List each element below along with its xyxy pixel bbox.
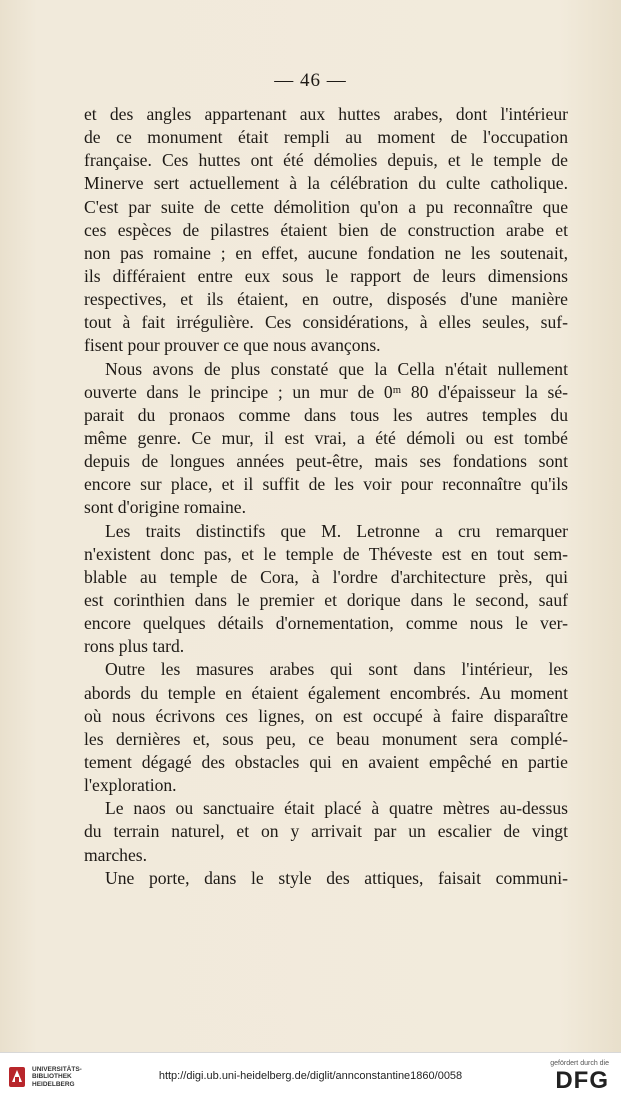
text-line: ouverte dans le principe ; un mur de 0ᵐ 80 d'épaisseur la sé- xyxy=(84,381,568,402)
text-line: et des angles appartenant aux huttes arabes, dont l'intérieur xyxy=(84,104,568,124)
text-line: où nous écrivons ces lignes, on est occupé à faire disparaître xyxy=(84,705,568,726)
text-line: est corinthien dans le premier et dorique dans le second, sauf xyxy=(84,589,568,610)
text-line: Nous avons de plus constaté que la Cella n'était nullement xyxy=(105,358,568,379)
text-line: depuis de longues années peut-être, mais ses fondations sont xyxy=(84,451,568,472)
text-line: respectives, et ils étaient, en outre, disposés d'une manière xyxy=(84,289,568,310)
logo-line-2: BIBLIOTHEK xyxy=(32,1073,72,1081)
text-line: de ce monument était rempli au moment de l'occupation xyxy=(84,127,568,148)
text-line: française. Ces huttes ont été démolies depuis, et le temple de xyxy=(84,150,568,171)
text-line: rons plus tard. xyxy=(84,636,185,657)
text-line: abords du temple en étaient également encombrés. Au moment xyxy=(84,682,568,703)
text-line: marches. xyxy=(84,844,148,865)
text-line: Une porte, dans le style des attiques, faisait communi- xyxy=(105,867,568,888)
text-line: n'existent donc pas, et le temple de Théveste est en tout sem- xyxy=(84,543,568,564)
text-line: parait du pronaos comme dans tous les autres temples du xyxy=(84,404,568,425)
text-line: encore quelques détails d'ornementation, comme nous le ver- xyxy=(84,613,568,634)
text-line: Outre les masures arabes qui sont dans l'intérieur, les xyxy=(105,659,568,680)
dfg-wordmark: DFG xyxy=(555,1067,609,1094)
text-line: l'exploration. xyxy=(84,775,177,796)
source-url-link[interactable]: http://digi.ub.uni-heidelberg.de/diglit/annconstantine1860/0058 xyxy=(158,1070,463,1082)
text-line: encore sur place, et il suffit de les voir pour reconnaître qu'ils xyxy=(84,474,568,495)
dfg-logo[interactable] xyxy=(550,1060,609,1094)
text-line: tout à fait irrégulière. Ces considérations, à elles seules, suf- xyxy=(84,312,568,333)
body-text xyxy=(84,103,568,890)
text-line: même genre. Ce mur, il est vrai, a été démoli ou est tombé xyxy=(84,427,568,448)
text-line: blable au temple de Cora, à l'ordre d'architecture près, qui xyxy=(84,566,568,587)
text-line: non pas romaine ; en effet, aucune fondation ne les soutenait, xyxy=(84,242,568,263)
text-line: fisent pour prouver ce que nous avançons. xyxy=(84,335,381,356)
text-line: ils différaient entre eux sous le rapport de leurs dimensions xyxy=(84,265,568,286)
page-number: — 46 — xyxy=(274,70,347,91)
text-line: les dernières et, sous peu, ce beau monument sera complé- xyxy=(84,728,568,749)
text-line: Le naos ou sanctuaire était placé à quatre mètres au-dessus xyxy=(105,798,568,819)
text-line: Les traits distinctifs que M. Letronne a cru remarquer xyxy=(105,520,568,541)
text-line: sont d'origine romaine. xyxy=(84,497,246,518)
text-line: ces espèces de pilastres étaient bien de construction arabe et xyxy=(84,219,568,240)
text-line: Minerve sert actuellement à la célébration du culte catholique. xyxy=(84,173,568,194)
text-line: tement dégagé des obstacles qui en avaient empêché en partie xyxy=(84,751,568,772)
logo-line-1: UNIVERSITÄTS- xyxy=(32,1065,82,1073)
text-line: C'est par suite de cette démolition qu'on a pu reconnaître que xyxy=(84,196,568,217)
logo-line-3: HEIDELBERG xyxy=(32,1080,75,1088)
dfg-label: gefördert durch die xyxy=(550,1060,609,1067)
text-line: du terrain naturel, et on y arrivait par un escalier de vingt xyxy=(84,821,568,842)
footer-bar xyxy=(0,1052,621,1104)
